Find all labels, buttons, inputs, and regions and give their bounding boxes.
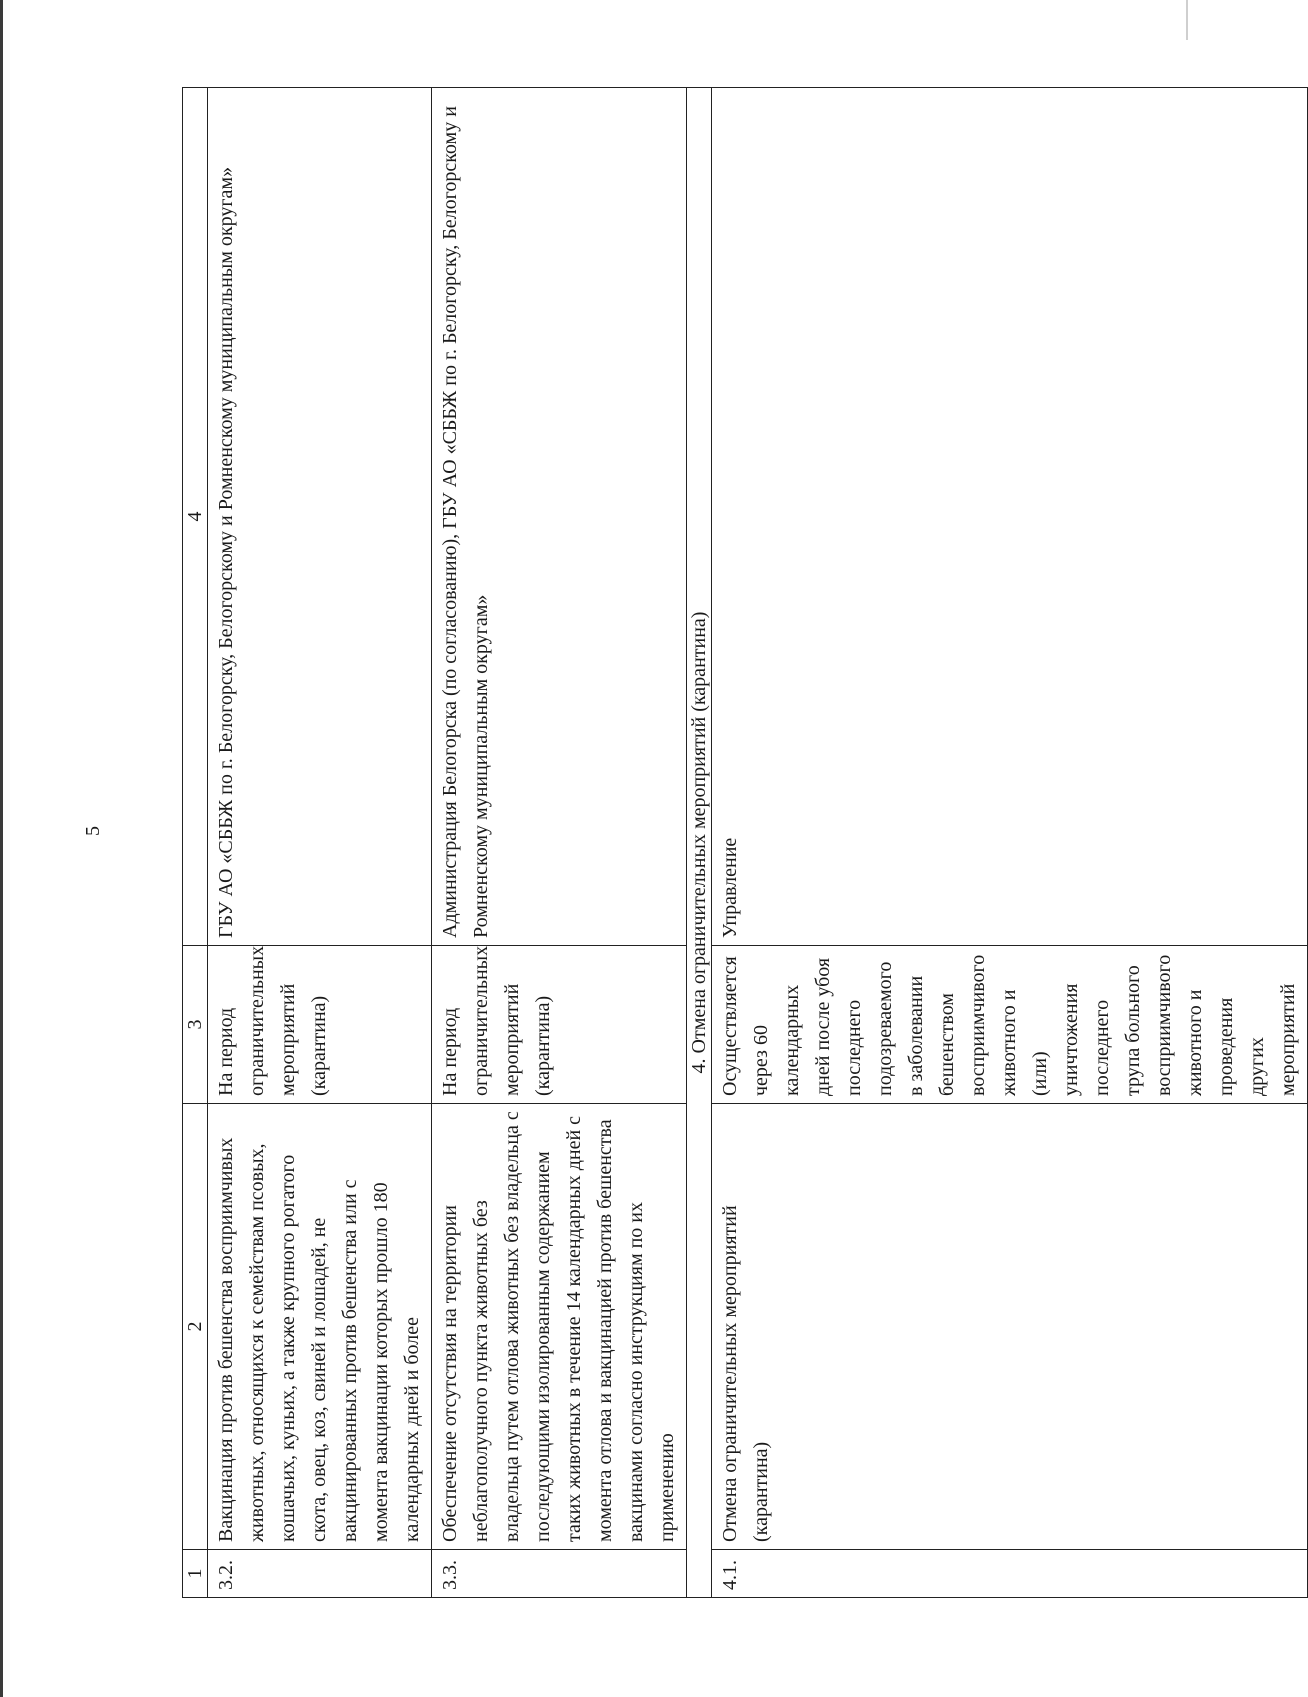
section-row (687, 88, 712, 1598)
section-title: 4. Отмена ограничительных мероприятий (карантина) (687, 88, 712, 1598)
row-measure: Вакцинация против бешенства восприимчивых животных, относящихся к семействам псовых, кошачьих, куньих, а также крупного рогатого скота, овец, коз, свиней и лошадей, не вакцинированных против бешенства или с момента вакцинации которых прошло 180 календарных дней и более (208, 1104, 432, 1550)
rotated-table-container (182, 88, 1299, 1598)
row-responsible: ГБУ АО «СББЖ по г. Белогорску, Белогорскому и Ромненскому муниципальным округам» (208, 88, 432, 946)
header-col-1: 1 (183, 1550, 208, 1598)
header-col-2: 2 (183, 1104, 208, 1550)
measures-table (182, 87, 1308, 1598)
row-term: Осуществляется через 60 календарных дней после убоя последнего подозреваемого в заболевании бешенством восприимчивого животного и (или) уничтожения последнего трупа больного восприимчивого животного и проведения других мероприятий (712, 946, 1308, 1104)
table-row (208, 88, 432, 1598)
row-measure: Обеспечение отсутствия на территории неблагополучного пункта животных без владельца путем отлова животных без владельца с последующими изолированным содержанием таких животных в течение 14 календарных дней с момента отлова и вакцинацией против бешенства вакцинами согласно инструкциям по их применению (432, 1104, 687, 1550)
page-number: 5 (82, 826, 104, 836)
header-row (183, 88, 208, 1598)
row-measure: Отмена ограничительных мероприятий (карантина) (712, 1104, 1308, 1550)
row-number: 4.1. (712, 1550, 1308, 1598)
header-col-3: 3 (183, 946, 208, 1104)
row-term: На период ограничительных мероприятий (карантина) (208, 946, 432, 1104)
row-number: 3.2. (208, 1550, 432, 1598)
row-responsible: Управление (712, 88, 1308, 946)
header-col-4: 4 (183, 88, 208, 946)
scan-edge (0, 0, 3, 1697)
table-row (712, 88, 1308, 1598)
table-row (432, 88, 687, 1598)
row-term: На период ограничительных мероприятий (карантина) (432, 946, 687, 1104)
row-number: 3.3. (432, 1550, 687, 1598)
scan-mark (1186, 0, 1188, 40)
row-responsible: Администрация Белогорска (по согласованию), ГБУ АО «СББЖ по г. Белогорску, Белогорскому и Ромненскому муниципальным округам» (432, 88, 687, 946)
